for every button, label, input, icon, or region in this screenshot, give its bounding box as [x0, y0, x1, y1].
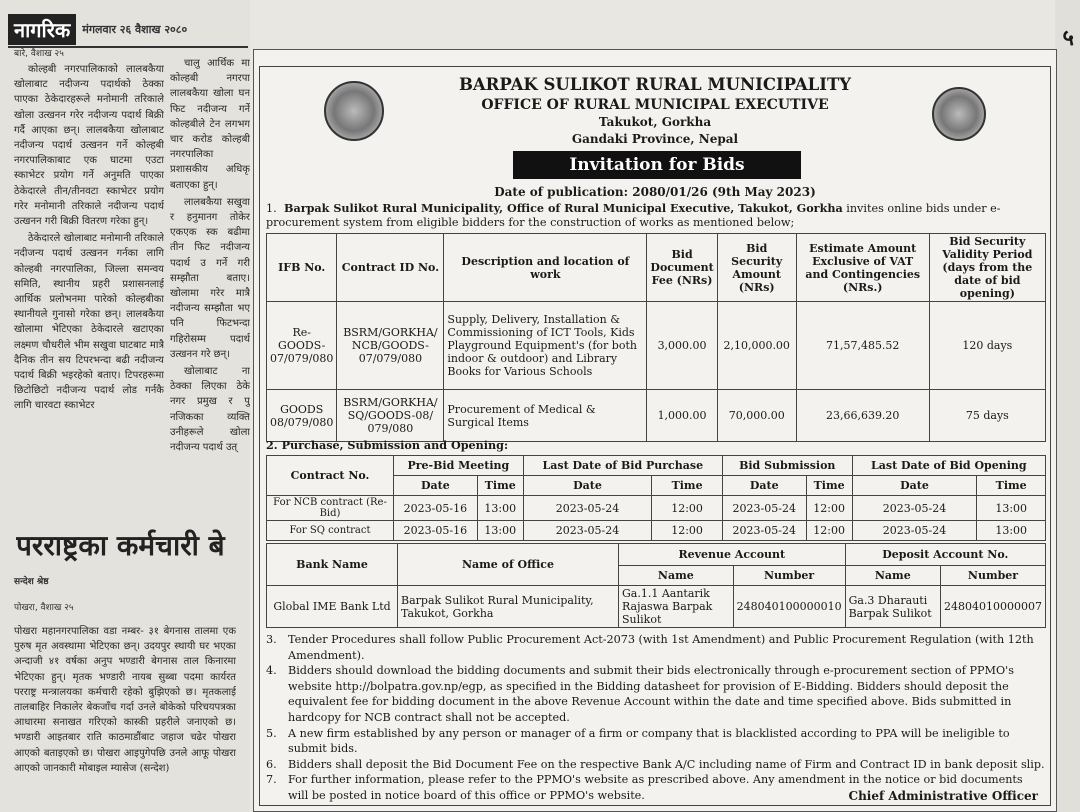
table-cell: 13:00	[977, 496, 1046, 521]
address-line-2: Gandaki Province, Nepal	[571, 132, 739, 146]
org-name: BARPAK SULIKOT RURAL MUNICIPALITY	[458, 75, 852, 94]
col-subheader: Time	[652, 476, 723, 496]
intro-number: 1.	[266, 202, 277, 215]
article-paragraph: चालु आर्थिक मा कोल्हबी नगरपा लालबकैया खोला घन फिट नदीजन्य गर्ने कोल्हबीले टेन लगभग चार करोड कोल्हबी नगरपालिका प्रशासकीय अधिकृ बताएका हुन्।	[170, 58, 250, 191]
newspaper-date: मंगलवार २६ वैशाख २०८०	[82, 22, 188, 36]
table-cell: 2023-05-16	[394, 496, 478, 521]
note-number: 7.	[266, 773, 277, 787]
note-text: For further information, please refer to the PPMO's website as prescribed above. Any amendment in the notice or bid documents will be posted in notice board of this office or PPMO's website.	[288, 773, 1023, 802]
col-header: Name of Office	[398, 544, 619, 586]
notice-title: Invitation for Bids	[513, 151, 801, 179]
note-text: Bidders shall deposit the Bid Document Fee on the respective Bank A/C including name of Firm and Contract ID in bank deposit slip.	[288, 757, 1045, 771]
table-cell: 13:00	[977, 521, 1046, 541]
article-headline: परराष्ट्रका कर्मचारी बे	[16, 529, 225, 562]
table-cell: 13:00	[477, 496, 523, 521]
right-page-edge	[1055, 0, 1080, 812]
table-cell: 120 days	[929, 302, 1045, 390]
col-subheader: Time	[477, 476, 523, 496]
table-cell: 12:00	[652, 496, 723, 521]
col-header: Bid Submission	[722, 456, 852, 476]
byline-top: बारे, वैशाख २५	[14, 49, 64, 59]
table-cell: Supply, Delivery, Installation & Commissioning of ICT Tools, Kids Playground Equipment's (for both indoor & outdoor) and Library Books for Various Schools	[444, 302, 647, 390]
table-cell: 2023-05-24	[722, 496, 806, 521]
intro-paragraph	[266, 201, 1046, 230]
col-subheader: Number	[941, 566, 1046, 586]
bid-notice	[253, 49, 1057, 812]
col-subheader: Name	[845, 566, 940, 586]
table-cell: 2023-05-16	[394, 521, 478, 541]
col-subheader: Time	[977, 476, 1046, 496]
list-item	[266, 632, 1046, 663]
col-header: Last Date of Bid Purchase	[523, 456, 722, 476]
note-text: A new firm established by any person or manager of a firm or company that is blacklisted according to PPA will be ineligible to submit bids.	[288, 726, 1010, 756]
col-header: Bid Security Validity Period (days from the date of bid opening)	[929, 234, 1045, 302]
col-subheader: Date	[523, 476, 652, 496]
table-cell: 75 days	[929, 390, 1045, 442]
table-cell: Global IME Bank Ltd	[267, 586, 398, 628]
table-cell: 12:00	[806, 521, 852, 541]
signature: Chief Administrative Officer	[848, 789, 1038, 803]
bids-table	[266, 233, 1046, 442]
col-header: Contract No.	[267, 456, 394, 496]
table-row	[267, 302, 1046, 390]
table-cell: 2023-05-24	[722, 521, 806, 541]
section-2-heading: 2. Purchase, Submission and Opening:	[266, 438, 509, 452]
col-subheader: Date	[394, 476, 478, 496]
col-subheader: Time	[806, 476, 852, 496]
table-cell: 23,66,639.20	[796, 390, 929, 442]
table-cell: 248040100000010	[733, 586, 845, 628]
table-cell: 2023-05-24	[852, 496, 977, 521]
table-cell: For NCB contract (Re-Bid)	[267, 496, 394, 521]
article-paragraph: पोखरा महानगरपालिका वडा नम्बर- ३१ बेगनास तालमा एक पुरुष मृत अवस्थामा भेटिएका छन्। उदयपुर स्थायी घर भएका अन्दाजी ४१ वर्षका अनुप भण्डारी बेगनास ताल किनारमा भेटिएका हुन्। मृतक भण्डारी नायब सुब्बा पदमा कार्यरत परराष्ट्र मन्त्रालयका कर्मचारी रहेको बुझिएको छ। मृतकलाई तालबाहिर निकालेर बेकजाँच गर्दा उनले बोकेको परिचयपत्रका आधारमा सनाखत गरिएको कास्की प्रहरीले जनाएको छ। भण्डारी आइतबार राति काठमाडौंबाट जहाज चढेर पोखरा आएको बताइएको छ। पोखरा आइपुगेपछि उनले आफू पोखरा आएको जानकारी मोबाइल म्यासेज (सन्देश)	[14, 626, 236, 774]
table-cell: Procurement of Medical & Surgical Items	[444, 390, 647, 442]
table-row	[267, 390, 1046, 442]
bid-notice-inner	[259, 66, 1051, 806]
table-row	[267, 586, 1046, 628]
article-paragraph: लालबकैया सखुवा र हनुमानग तोकेर एकएक स्क बढीमा तीन फिट नदीजन्य पदार्थ उ गर्ने गरी सम्झौता बताए। खोलामा गरेर मात्रै नदीजन्य सम्झौता भए पनि फिटभन्दा गहिरोसम्म पदार्थ उत्खनन गरे छन्।	[170, 196, 250, 360]
table-cell: Ga.3 Dharauti Barpak Sulikot	[845, 586, 940, 628]
table-cell: 1,000.00	[647, 390, 717, 442]
newspaper-name: नागरिक	[8, 14, 76, 45]
intro-bold: Barpak Sulikot Rural Municipality, Office of Rural Municipal Executive, Takukot, Gorkha	[284, 201, 843, 215]
address-line-1: Takukot, Gorkha	[598, 115, 712, 129]
article-paragraph: खोलाबाट ना ठेक्का लिएका ठेके नगर प्रमुख र पु नजिकका व्यक्ति उनीहरूले खोला नदीजन्य पदार्थ उत्	[170, 366, 250, 454]
col-subheader: Name	[619, 566, 734, 586]
notes-list	[266, 632, 1046, 804]
table-row	[267, 496, 1046, 521]
table-cell: 71,57,485.52	[796, 302, 929, 390]
table-cell: Barpak Sulikot Rural Municipality, Takukot, Gorkha	[398, 586, 619, 628]
byline-place: पोखरा, वैशाख २५	[14, 603, 74, 613]
table-cell: BSRM/GORKHA/ NCB/GOODS-07/079/080	[337, 302, 444, 390]
list-item	[266, 757, 1046, 773]
table-cell: 12:00	[652, 521, 723, 541]
col-header: Bid Security Amount (NRs)	[717, 234, 796, 302]
newspaper-masthead	[8, 12, 248, 48]
article-column-2	[170, 56, 250, 492]
page-number: ५	[1062, 26, 1074, 51]
note-number: 5.	[266, 726, 277, 740]
col-subheader: Date	[852, 476, 977, 496]
col-header: Description and location of work	[444, 234, 647, 302]
col-header: Bid Document Fee (NRs)	[647, 234, 717, 302]
list-item	[266, 663, 1046, 725]
note-number: 3.	[266, 633, 277, 646]
col-header: Deposit Account No.	[845, 544, 1045, 566]
table-cell: 2023-05-24	[523, 496, 652, 521]
table-cell: Ga.1.1 Aantarik Rajaswa Barpak Sulikot	[619, 586, 734, 628]
col-header: Bank Name	[267, 544, 398, 586]
byline-author: सन्देश श्रेष्ठ	[14, 577, 49, 587]
col-header: Contract ID No.	[337, 234, 444, 302]
col-subheader: Number	[733, 566, 845, 586]
table-cell: BSRM/GORKHA/ SQ/GOODS-08/ 079/080	[337, 390, 444, 442]
col-header: Revenue Account	[619, 544, 846, 566]
col-subheader: Date	[722, 476, 806, 496]
table-cell: 24804010000007	[941, 586, 1046, 628]
col-header: Last Date of Bid Opening	[852, 456, 1045, 476]
publication-date: Date of publication: 2080/01/26 (9th May 2023)	[494, 185, 816, 199]
office-name: OFFICE OF RURAL MUNICIPAL EXECUTIVE	[481, 97, 829, 113]
table-cell: 12:00	[806, 496, 852, 521]
note-number: 6.	[266, 757, 277, 771]
table-cell: 2023-05-24	[523, 521, 652, 541]
newspaper-page	[0, 0, 250, 812]
note-text: Bidders should download the bidding documents and submit their bids electronically through e-procurement section of PPMO's website http://bolpatra.gov.np/egp, as specified in the Bidding datasheet for provision of E-Bidding. Bidders should deposit the equivalent fee for bidding document in the above Revenue Account within the date and time specified above. Bids submitted in hardcopy for NCB contract shall not be accepted.	[288, 664, 1014, 724]
article-paragraph: कोल्हबी नगरपालिकाको लालबकैया खोलाबाट नदीजन्य पदार्थको ठेक्का पाएका ठेकेदारहरूले मनोमानी तरिकाले खोला उत्खनन गरेर नदीजन्य पदार्थ बिक्री गर्दै आएका छन्। लालबकैया खोलाबाट नदीजन्य पदार्थ उत्खनन गर्ने कोल्हबी नगरपालिकाबाट एक घाटमा एउटा स्काभेटर प्रयोग गर्ने अनुमति पाएका ठेकेदारले तीन/तीनवटा स्काभेटर प्रयोग गरेर मनोमानी तरिकाले नदीजन्य पदार्थ उत्खनन गरी बिक्री वितरण गरेका हुन्।	[14, 64, 164, 228]
table-cell: For SQ contract	[267, 521, 394, 541]
article-column-3	[14, 624, 236, 800]
col-header: Pre-Bid Meeting	[394, 456, 524, 476]
table-cell: 13:00	[477, 521, 523, 541]
article-paragraph: ठेकेदारले खोलाबाट मनोमानी तरिकाले नदीजन्य पदार्थ उत्खनन गर्नका लागि कोल्हबी नगरपालिका, जिल्ला समन्वय समिति, स्थानीय प्रहरी प्रशासनलाई आर्थिक प्रलोभनमा पारेको कोल्हबीका स्थानीयले गुनासो गरेका छन्। लालबकैया खोलामा भेटिएका ठेकेदारले खटाएका लक्ष्मण चौधरीले भीम सखुवा घाटबाट मात्रै दैनिक तीन सय टिपरभन्दा बढी नदीजन्य पदार्थ बिक्री भइरहेको बताए। टिपरहरूमा छिटोछिटो नदीजन्य पदार्थ लोड गर्नकै लागि चारवटा स्काभेटर	[14, 233, 164, 412]
article-column-1	[14, 62, 164, 492]
note-text: Tender Procedures shall follow Public Procurement Act-2073 (with 1st Amendment) and Public Procurement Regulation (with 12th Amendment).	[288, 633, 1034, 662]
table-cell: 2023-05-24	[852, 521, 977, 541]
table-row	[267, 521, 1046, 541]
table-cell: 2,10,000.00	[717, 302, 796, 390]
table-cell: 70,000.00	[717, 390, 796, 442]
dates-table	[266, 455, 1046, 541]
table-cell: 3,000.00	[647, 302, 717, 390]
table-cell: Re-GOODS-07/079/080	[267, 302, 337, 390]
list-item	[266, 726, 1046, 757]
col-header: IFB No.	[267, 234, 337, 302]
note-number: 4.	[266, 664, 277, 678]
table-cell: GOODS 08/079/080	[267, 390, 337, 442]
col-header: Estimate Amount Exclusive of VAT and Contingencies (NRs.)	[796, 234, 929, 302]
intro-text: invites online bids under e-procurement system from eligible bidders for the construction of works as mentioned below;	[266, 202, 1001, 229]
bank-table	[266, 543, 1046, 628]
